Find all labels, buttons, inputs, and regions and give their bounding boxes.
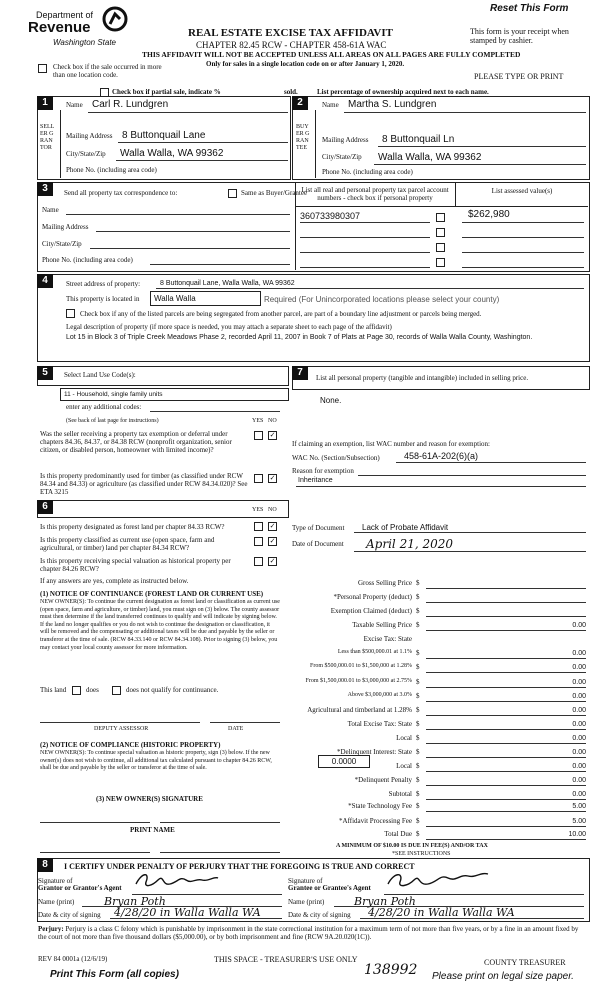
tax-row-dollar: $ xyxy=(416,706,420,714)
notice-2-title: (2) NOTICE OF COMPLIANCE (HISTORIC PROPERTY) xyxy=(40,741,221,749)
personal-property-checkbox-3[interactable] xyxy=(436,243,445,252)
q1-yes-checkbox[interactable] xyxy=(254,431,263,440)
tax-row-line xyxy=(426,672,586,673)
buyer-city-label: City/State/Zip xyxy=(322,153,362,161)
land-use-select[interactable] xyxy=(60,388,289,401)
send-correspondence-label: Send all property tax correspondence to: xyxy=(64,189,178,197)
tax-row-line xyxy=(426,602,586,603)
tax-row-line xyxy=(426,687,586,688)
buyer-name-label: Name xyxy=(322,101,339,109)
grantor-name-label: Name (print) xyxy=(38,898,75,906)
tax-row-value[interactable]: 0.00 xyxy=(572,622,586,629)
personal-property-checkbox-4[interactable] xyxy=(436,258,445,267)
grantor-signature[interactable] xyxy=(132,870,222,892)
same-as-buyer-label: Same as Buyer/Grantee xyxy=(241,189,308,197)
legal-size-note: Please print on legal size paper. xyxy=(432,971,574,982)
section-6-number: 6 xyxy=(37,500,53,514)
land-does-label: does xyxy=(86,686,99,694)
section-1-number: 1 xyxy=(37,96,53,110)
buyer-name[interactable]: Martha S. Lundgren xyxy=(348,99,437,110)
grantor-name-print[interactable]: Bryan Poth xyxy=(104,895,166,908)
tax-row-label: Total Excise Tax: State xyxy=(347,720,412,728)
notice-1-body: NEW OWNER(S): To continue the current designation as forest land or classification as current use (open space, farm and agriculture, or timber) land, you must sign on (3) below. The county assessor must then determine if the land transferred continues to qualify and will indicate by signing below. If the land no longer qualifies or you do not wish to continue the designation or classification, it will be removed and the compensating or additional taxes will be due and payable by the seller or transferor at the time of sale. (RCW 84.33.140 or RCW 84.34.108). Prior to signing (3) below, you may contact your local county assessor for more information. xyxy=(40,599,280,651)
deputy-date-label: DATE xyxy=(228,726,244,732)
assessed-header: List assessed value(s) xyxy=(491,187,553,195)
tax-row-value[interactable]: 0.00 xyxy=(572,693,586,700)
section-6-q1: Is this property designated as forest land per chapter 84.33 RCW? xyxy=(40,523,225,531)
see-instructions-note: *SEE INSTRUCTIONS xyxy=(392,851,451,857)
seller-name[interactable]: Carl R. Lundgren xyxy=(92,99,169,110)
grantee-sig-label-2: Grantee or Grantee's Agent xyxy=(288,884,371,892)
tax-row-label: Excise Tax: State xyxy=(363,635,412,643)
buyer-mail[interactable]: 8 Buttonquail Ln xyxy=(382,134,455,145)
tax-row-dollar: $ xyxy=(416,734,420,742)
grantor-sig-label-1: Signature of xyxy=(38,877,73,885)
corr-city-label: City/State/Zip xyxy=(42,240,82,248)
tax-row-line xyxy=(426,839,586,840)
single-location-notice: Only for sales in a single location code on or after January 1, 2020. xyxy=(206,60,405,68)
dept-name: Revenue xyxy=(28,19,91,36)
personal-property-value[interactable]: None. xyxy=(320,396,342,405)
grantor-date-city[interactable]: 4/28/20 in Walla Walla WA xyxy=(114,906,261,919)
grantee-date-city-label: Date & city of signing xyxy=(288,911,351,919)
warning-text: THIS AFFIDAVIT WILL NOT BE ACCEPTED UNLESS ALL AREAS ON ALL PAGES ARE FULLY COMPLETED xyxy=(142,50,521,59)
tax-row-value[interactable]: 5.00 xyxy=(572,818,586,825)
owner-signature-label: (3) NEW OWNER(S) SIGNATURE xyxy=(96,795,203,803)
personal-property-checkbox-1[interactable] xyxy=(436,213,445,222)
tax-row-line xyxy=(426,658,586,659)
parcel-header: List all real and personal property tax parcel account numbers - check box if personal property xyxy=(301,186,449,202)
tax-row-line xyxy=(426,757,586,758)
notice-1-title: (1) NOTICE OF CONTINUANCE (FOREST LAND OR CURRENT USE) xyxy=(40,590,264,598)
land-does-checkbox[interactable] xyxy=(72,686,81,695)
section-6-yes-header: YES xyxy=(252,507,264,513)
notice-2-body: NEW OWNER(S): To continue special valuation as historic property, sign (3) below. If the new owner(s) does not wish to continue, all additional tax calculated pursuant to chapter 84.26 RCW, shall be due and payable by the seller or transferor at the time of sale. xyxy=(40,750,272,772)
section-5-yes-header: YES xyxy=(252,418,264,424)
grantee-name-label: Name (print) xyxy=(288,898,325,906)
tax-row-label: Exemption Claimed (deduct) xyxy=(330,607,412,615)
grantee-sig-label-1: Signature of xyxy=(288,877,323,885)
tax-row-value[interactable]: 0.00 xyxy=(572,664,586,671)
tax-row-label: Total Due xyxy=(384,830,412,838)
section-5-q1: Was the seller receiving a property tax exemption or deferral under chapters 84.36, 84.37, or 84.38 RCW (nonprofit organization, senior citizen, or disabled person, homeowner with limited income)? xyxy=(40,430,232,454)
tax-row-label: Less than $500,000.01 at 1.1% xyxy=(337,649,412,655)
tax-row-label: From $500,000.01 to $1,500,000 at 1.28% xyxy=(310,663,412,669)
tax-row-line xyxy=(426,729,586,730)
form-number: REV 84 0001a (12/6/19) xyxy=(38,955,108,963)
form-title: REAL ESTATE EXCISE TAX AFFIDAVIT xyxy=(188,27,393,39)
grantee-signature[interactable] xyxy=(384,868,494,892)
seller-phone-label: Phone No. (including area code) xyxy=(66,166,157,174)
corr-phone-label: Phone No. (including area code) xyxy=(42,256,133,264)
tax-row-dollar: $ xyxy=(416,802,420,810)
q1-no-checkbox[interactable]: ✓ xyxy=(269,431,276,439)
tax-row-dollar: $ xyxy=(416,748,420,756)
tax-row-dollar: $ xyxy=(416,607,420,615)
segregated-checkbox[interactable] xyxy=(66,309,75,318)
tax-row-dollar: $ xyxy=(416,692,420,700)
tax-row-label: Taxable Selling Price xyxy=(352,621,412,629)
tax-row-value[interactable]: 0.00 xyxy=(572,735,586,742)
perjury-text: Perjury is a class C felony which is punishable by imprisonment in the state correctional institution for a maximum term of not more than five years, or by a fine in an amount fixed by the court of not more than five thousand dollars ($5,000.00), or by both imprisonment and fine (RCW 9A.20.020(1C)). xyxy=(38,925,579,941)
local-rate-value: 0.0000 xyxy=(331,757,357,766)
section-8-number: 8 xyxy=(37,858,53,872)
legal-description[interactable]: Lot 15 in Block 3 of Triple Creek Meadows Phase 2, recorded April 11, 2007 in Book 7 of Plats at Page 30, records of Walla Walla County, Washington. xyxy=(66,334,533,341)
tax-row-label: *Delinquent Interest: State xyxy=(336,748,412,756)
tax-row-dollar: $ xyxy=(416,776,420,784)
tax-row-dollar: $ xyxy=(416,817,420,825)
tax-row-value[interactable]: 0.00 xyxy=(572,763,586,770)
treasurer-use-label: THIS SPACE - TREASURER'S USE ONLY xyxy=(214,955,358,964)
multi-location-label: Check box if the sale occurred in more than one location code. xyxy=(53,63,162,79)
revenue-logo-icon xyxy=(102,6,128,32)
tax-row-line xyxy=(426,826,586,827)
doc-date-value[interactable]: April 21, 2020 xyxy=(366,537,454,551)
deputy-assessor-label: DEPUTY ASSESSOR xyxy=(94,726,149,732)
ownership-pct-label: List percentage of ownership acquired next to each name. xyxy=(317,88,489,96)
tax-row-line xyxy=(426,616,586,617)
tax-row-dollar: $ xyxy=(416,678,420,686)
perjury-label: Perjury: xyxy=(38,925,64,933)
tax-row-value[interactable]: 0.00 xyxy=(572,777,586,784)
located-required-note: Required (For Unincorporated locations please select your county) xyxy=(264,295,500,304)
wac-number[interactable]: 458-61A-202(6)(a) xyxy=(404,451,479,461)
tax-row-label: Local xyxy=(396,762,412,770)
form-subtitle: CHAPTER 82.45 RCW - CHAPTER 458-61A WAC xyxy=(196,40,387,50)
if-yes-note: If any answers are yes, complete as instructed below. xyxy=(40,577,189,585)
tax-row-value[interactable]: 0.00 xyxy=(572,679,586,686)
located-value: Walla Walla xyxy=(154,294,196,303)
tax-row-label: Local xyxy=(396,734,412,742)
grantor-date-city-label: Date & city of signing xyxy=(38,911,101,919)
land-use-label: Select Land Use Code(s): xyxy=(64,371,136,379)
current-use-no-checkbox[interactable]: ✓ xyxy=(269,537,276,545)
tax-row-line xyxy=(426,785,586,786)
corr-name-label: Name xyxy=(42,206,59,214)
tax-row-label: *Affidavit Processing Fee xyxy=(339,817,412,825)
doc-date-label: Date of Document xyxy=(292,540,344,548)
tax-row-value[interactable]: 0.00 xyxy=(572,721,586,728)
section-5-q2: Is this property predominantly used for timber (as classified under RCW 84.34 and 84.33) or agriculture (as classified under RCW 84.34.020)? See ETA 3215 xyxy=(40,472,248,496)
reset-button[interactable]: Reset This Form xyxy=(490,3,569,14)
tax-row-dollar: $ xyxy=(416,649,420,657)
section-7-number: 7 xyxy=(292,366,308,380)
land-use-value: 11 - Household, single family units xyxy=(64,391,163,398)
dept-state: Washington State xyxy=(53,38,117,47)
this-land-label: This land xyxy=(40,686,67,694)
tax-row-label: *Delinquent Penalty xyxy=(354,776,412,784)
seller-mail[interactable]: 8 Buttonquail Lane xyxy=(122,130,206,141)
sold-label: sold. xyxy=(284,88,298,96)
corr-mail-label: Mailing Address xyxy=(42,223,89,231)
segregated-label: Check box if any of the listed parcels are being segregated from another parcel, are part of a boundary line adjustment or parcels being merged. xyxy=(80,310,482,318)
exemption-label: If claiming an exemption, list WAC number and reason for exemption: xyxy=(292,440,490,448)
multi-location-checkbox[interactable] xyxy=(38,64,47,73)
buyer-phone-label: Phone No. (including area code) xyxy=(322,168,413,176)
minimum-fee-note: A MINIMUM OF $10.00 IS DUE IN FEE(S) AND/OR TAX xyxy=(336,843,488,849)
located-label: This property is located in xyxy=(66,295,140,303)
certify-statement: I CERTIFY UNDER PENALTY OF PERJURY THAT THE FOREGOING IS TRUE AND CORRECT xyxy=(64,862,415,871)
seller-city-label: City/State/Zip xyxy=(66,150,106,158)
grantee-name-print[interactable]: Bryan Poth xyxy=(354,895,416,908)
receipt-number: 138992 xyxy=(364,962,418,978)
same-as-buyer-checkbox[interactable] xyxy=(228,189,237,198)
forest-yes-checkbox[interactable] xyxy=(254,522,263,531)
see-back-note: (See back of last page for instructions) xyxy=(66,418,159,424)
tax-row-label: *Personal Property (deduct) xyxy=(333,593,412,601)
legal-label: Legal description of property (if more space is needed, you may attach a separate sheet to each page of the affidavit) xyxy=(66,323,392,331)
q2-yes-checkbox[interactable] xyxy=(254,474,263,483)
assessed-value[interactable]: $262,980 xyxy=(468,209,510,220)
tax-row-label: Above $3,000,000 at 3.0% xyxy=(347,692,412,698)
grantor-sig-label-2: Grantor or Grantor's Agent xyxy=(38,884,122,892)
located-select[interactable] xyxy=(150,291,261,306)
tax-row-label: Agricultural and timberland at 1.28% xyxy=(307,706,412,714)
forest-no-checkbox[interactable]: ✓ xyxy=(269,522,276,530)
tax-row-value[interactable]: 5.00 xyxy=(572,803,586,810)
dept-line: Department of xyxy=(36,10,94,20)
tax-row-label: *State Technology Fee xyxy=(348,802,412,810)
tax-row-label: Subtotal xyxy=(388,790,412,798)
tax-row-line xyxy=(426,811,586,812)
reason-value[interactable]: Inheritance xyxy=(298,477,333,484)
tax-row-dollar: $ xyxy=(416,663,420,671)
buyer-side-label: BUYER GRANTEE xyxy=(296,124,310,151)
buyer-city[interactable]: Walla Walla, WA 99362 xyxy=(378,152,482,163)
street-address[interactable]: 8 Buttonquail Lane, Walla Walla, WA 99362 xyxy=(160,280,295,287)
q2-no-checkbox[interactable]: ✓ xyxy=(269,474,276,482)
tax-row-dollar: $ xyxy=(416,593,420,601)
local-rate-field[interactable] xyxy=(318,755,370,768)
section-6-q2: Is this property classified as current use (open space, farm and agricultural, or timber) land per chapter 84.34 RCW? xyxy=(40,536,215,552)
tax-row-line xyxy=(426,630,586,631)
additional-codes-label: enter any additional codes: xyxy=(66,403,142,411)
tax-row-value[interactable]: 0.00 xyxy=(572,650,586,657)
type-or-print: PLEASE TYPE OR PRINT xyxy=(474,72,564,81)
tax-row-line xyxy=(426,701,586,702)
receipt-note: This form is your receipt when stamped by cashier. xyxy=(470,27,569,45)
print-name-label: PRINT NAME xyxy=(130,826,175,834)
land-does-not-label: does not qualify for continuance. xyxy=(126,686,219,694)
street-label: Street address of property: xyxy=(66,280,141,288)
section-3-number: 3 xyxy=(37,182,53,196)
personal-property-label: List all personal property (tangible and intangible) included in selling price. xyxy=(316,374,529,382)
historic-no-checkbox[interactable]: ✓ xyxy=(269,557,276,565)
historic-yes-checkbox[interactable] xyxy=(254,557,263,566)
doc-type-label: Type of Document xyxy=(292,524,345,532)
grantee-date-city[interactable]: 4/28/20 in Walla Walla WA xyxy=(368,906,515,919)
tax-row-value[interactable]: 0.00 xyxy=(572,707,586,714)
tax-row-line xyxy=(426,588,586,589)
tax-row-value[interactable]: 0.00 xyxy=(572,791,586,798)
tax-row-value[interactable]: 0.00 xyxy=(572,749,586,756)
tax-row-line xyxy=(426,715,586,716)
parcel-number[interactable]: 360733980307 xyxy=(300,211,361,221)
section-6-no-header: NO xyxy=(268,507,277,513)
section-4-number: 4 xyxy=(37,274,53,288)
county-treasurer-label: COUNTY TREASURER xyxy=(484,958,566,967)
seller-mail-label: Mailing Address xyxy=(66,132,113,140)
tax-row-line xyxy=(426,743,586,744)
partial-sale-label: Check box if partial sale, indicate % xyxy=(112,88,221,96)
reason-label: Reason for exemption xyxy=(292,467,354,475)
print-form-button[interactable]: Print This Form (all copies) xyxy=(50,969,179,980)
tax-row-dollar: $ xyxy=(416,790,420,798)
tax-row-label: Gross Selling Price xyxy=(357,579,412,587)
tax-row-dollar: $ xyxy=(416,830,420,838)
section-5-number: 5 xyxy=(37,366,53,380)
tax-row-line xyxy=(426,771,586,772)
seller-name-label: Name xyxy=(66,101,83,109)
tax-row-label: From $1,500,000.01 to $3,000,000 at 2.75% xyxy=(305,678,412,684)
seller-city[interactable]: Walla Walla, WA 99362 xyxy=(120,148,224,159)
wac-label: WAC No. (Section/Subsection) xyxy=(292,454,380,462)
section-2-number: 2 xyxy=(292,96,308,110)
tax-row-dollar: $ xyxy=(416,579,420,587)
section-6-q3: Is this property receiving special valuation as historical property per chapter 84.26 RCW? xyxy=(40,557,231,573)
tax-row-value[interactable]: 10.00 xyxy=(568,831,586,838)
tax-row-dollar: $ xyxy=(416,621,420,629)
perjury-statement xyxy=(38,925,588,941)
personal-property-checkbox-2[interactable] xyxy=(436,228,445,237)
tax-row-dollar: $ xyxy=(416,762,420,770)
seller-side-label: SELLER GRANTOR xyxy=(40,124,55,151)
tax-row-line xyxy=(426,799,586,800)
land-does-not-checkbox[interactable] xyxy=(112,686,121,695)
tax-row-dollar: $ xyxy=(416,720,420,728)
buyer-mail-label: Mailing Address xyxy=(322,136,369,144)
current-use-yes-checkbox[interactable] xyxy=(254,537,263,546)
section-5-no-header: NO xyxy=(268,418,277,424)
doc-type-value[interactable]: Lack of Probate Affidavit xyxy=(362,523,449,532)
